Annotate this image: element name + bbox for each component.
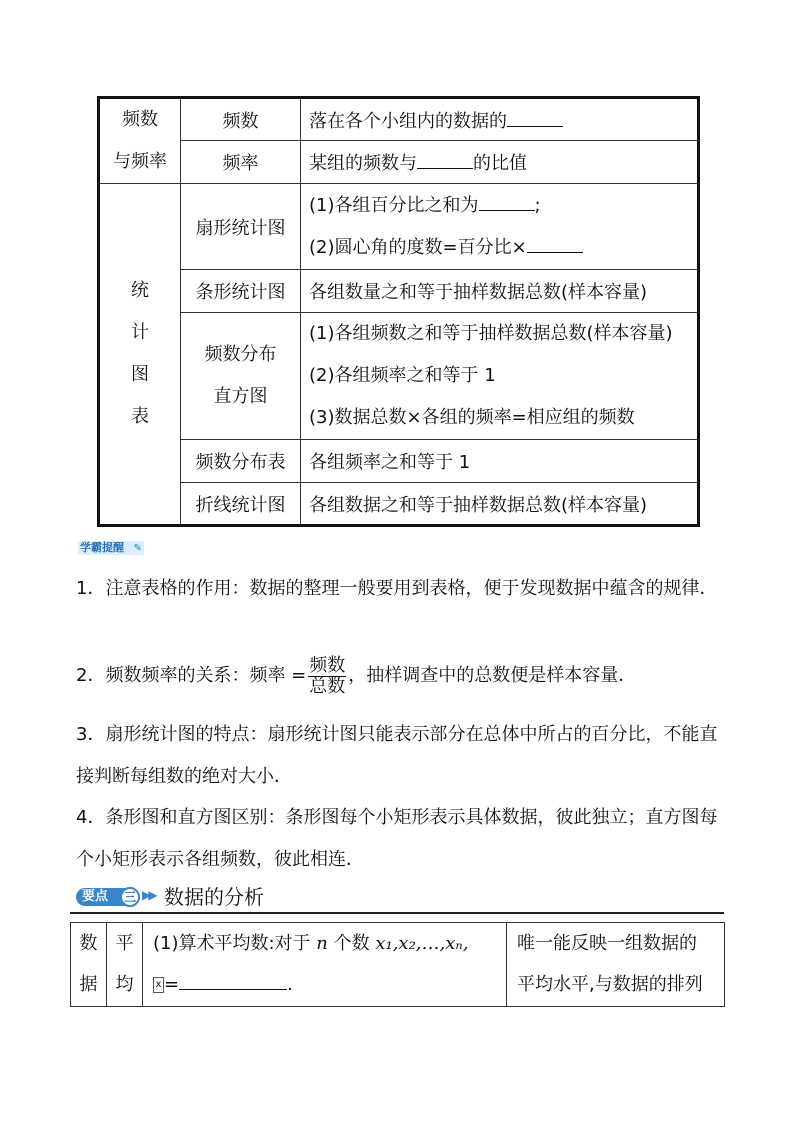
fill-blank	[417, 150, 473, 169]
section-divider	[70, 912, 724, 914]
tip-paragraph: 2．频数频率的关系：频率 = $\frac{\text{频数}}{\text{总数}}$ ，抽样调查中的总数便是样本容量．	[76, 654, 637, 697]
row-name-cell: 条形统计图	[181, 270, 301, 313]
tip-paragraph: 4．条形图和直方图区别：条形图每个小矩形表示具体数据，彼此独立；直方图每个小矩形表示各组频数，彼此相连．	[76, 807, 718, 870]
tip-paragraph: 1．注意表格的作用：数据的整理一般要用到表格，便于发现数据中蕴含的规律．	[76, 578, 718, 599]
tips-badge: 学霸提醒 ✎	[80, 541, 142, 554]
row-desc-cell: 各组数量之和等于抽样数据总数(样本容量)	[301, 270, 699, 313]
row-desc-cell: (1)各组频数之和等于抽样数据总数(样本容量) (2)各组频率之和等于 1 (3)数据总数×各组的频率=相应组的频数	[301, 313, 699, 440]
fill-blank	[479, 192, 535, 211]
tip-paragraph: 3．扇形统计图的特点：扇形统计图只能表示部分在总体中所占的百分比，不能直接判断每组数的绝对大小．	[76, 724, 718, 787]
stat-group-cell	[99, 184, 181, 526]
row-desc-cell: 各组频率之和等于 1	[301, 440, 699, 483]
mean-definition-cell: (1)算术平均数:对于 n 个数 x₁,x₂,…,xₙ, x = .	[143, 923, 507, 1007]
row-name-cell: 频数	[181, 98, 301, 141]
col2-cell: 平 均	[107, 923, 143, 1007]
row-name-cell: 频率	[181, 141, 301, 184]
stat-group-char: 表	[131, 406, 149, 427]
fill-blank	[507, 108, 563, 127]
section-title: 数据的分析	[164, 885, 264, 909]
fill-blank	[179, 971, 287, 990]
row-name-cell: 频数分布 直方图	[181, 313, 301, 440]
col1-cell: 数 据	[71, 923, 107, 1007]
freq-group-line: 频数	[122, 109, 158, 130]
fraction: $\frac{\text{频数}}{\text{总数}}$	[309, 654, 346, 697]
section-badge: 要点 三 ▶▶	[76, 887, 158, 907]
pencil-icon: ✎	[133, 543, 142, 554]
row-desc-cell: 某组的频数与 的比值	[301, 141, 699, 184]
row-desc-cell: 各组数据之和等于抽样数据总数(样本容量)	[301, 483, 699, 526]
stat-group-char: 图	[131, 364, 149, 385]
x-bar-symbol: x	[153, 977, 164, 993]
row-name-cell: 频数分布表	[181, 440, 301, 483]
mean-note-cell: 唯一能反映一组数据的 平均水平,与数据的排列	[507, 923, 725, 1007]
row-desc-cell: 落在各个小组内的数据的	[301, 98, 699, 141]
data-analysis-table	[70, 922, 725, 1007]
statistics-table	[97, 96, 700, 527]
row-name-cell: 扇形统计图	[181, 184, 301, 270]
row-desc-cell: (1)各组百分比之和为 ; (2)圆心角的度数=百分比×	[301, 184, 699, 270]
stat-group-char: 计	[131, 322, 149, 343]
freq-group-line: 与频率	[113, 151, 167, 172]
freq-group-cell	[99, 98, 181, 184]
arrow-icon: ▶▶	[142, 888, 155, 902]
row-name-cell: 折线统计图	[181, 483, 301, 526]
fill-blank	[527, 234, 583, 253]
stat-group-char: 统	[131, 280, 149, 301]
